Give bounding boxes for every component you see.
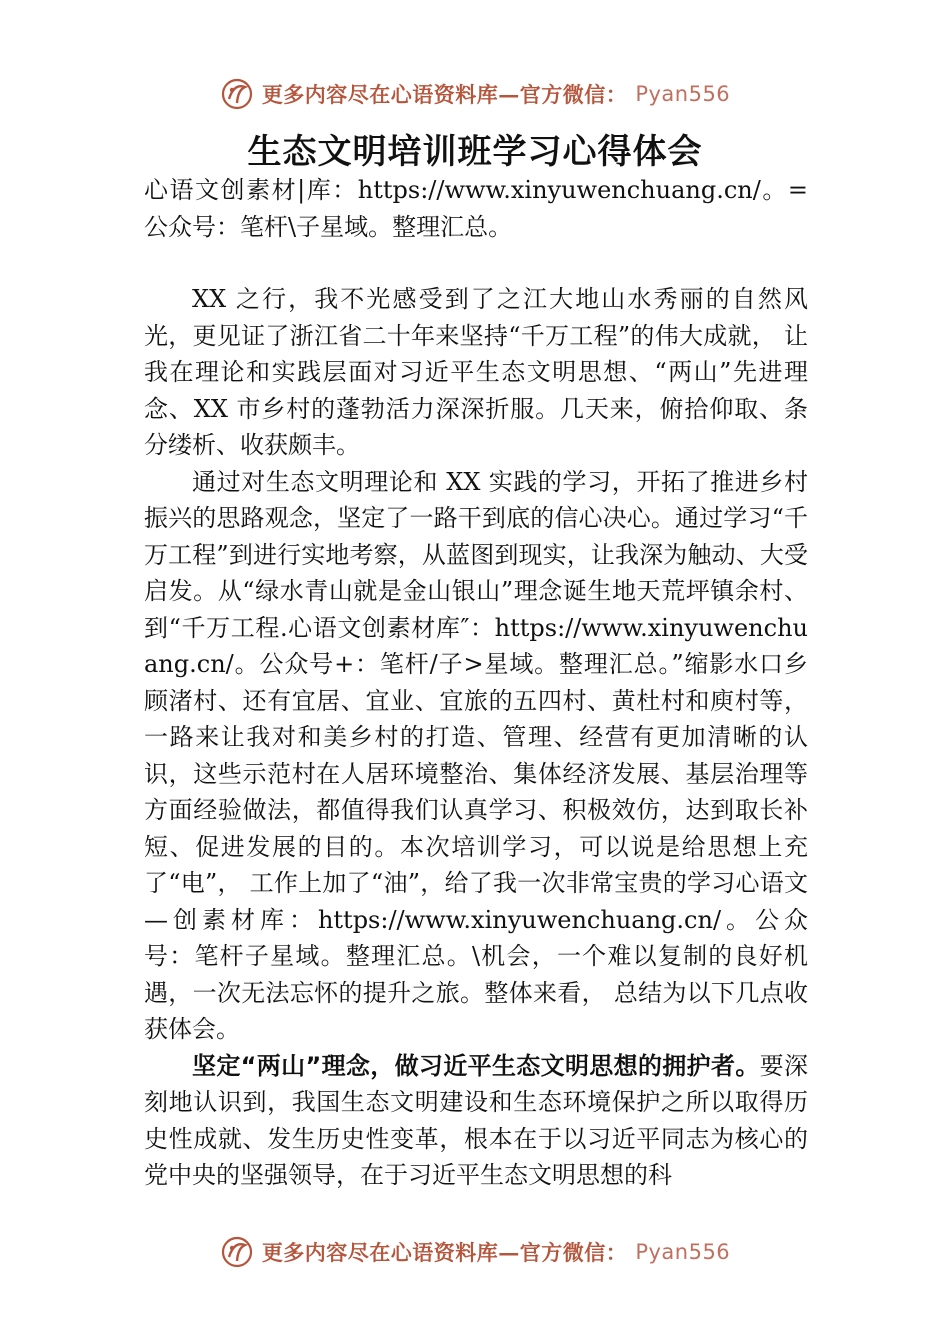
watermark-handle: Pyan556 [635, 1240, 731, 1264]
watermark-text: 更多内容尽在心语资料库—官方微信： [261, 1240, 628, 1265]
section-heading: 坚定“两山”理念，做习近平生态文明思想的拥护者。 [192, 1051, 760, 1080]
watermark-logo-icon [220, 1235, 254, 1269]
document-title: 生态文明培训班学习心得体会 [247, 132, 703, 172]
watermark-handle: Pyan556 [635, 82, 731, 106]
watermark-text: 更多内容尽在心语资料库—官方微信： [261, 82, 628, 107]
watermark-logo-icon [220, 77, 254, 111]
source-note: 心语文创素材|库：https://www.xinyuwenchuang.cn/。=公众号：笔杆\子星域。整理汇总。 [144, 176, 808, 241]
watermark-header [0, 72, 950, 116]
document-body [144, 172, 808, 1194]
paragraph-1: XX 之行，我不光感受到了之江大地山水秀丽的自然风光，更见证了浙江省二十年来坚持“千万工程”的伟大成就， 让我在理论和实践层面对习近平生态文明思想、“两山”先进理念、XX 市乡村的蓬勃活力深深折服。几天来，俯拾仰取、条分缕析、收获颇丰。 [144, 285, 808, 459]
paragraph-2: 通过对生态文明理论和 XX 实践的学习，开拓了推进乡村振兴的思路观念，坚定了一路干到底的信心决心。通过学习“千万工程”到进行实地考察，从蓝图到现实，让我深为触动、大受启发。从“绿水青山就是金山银山”理念诞生地天荒坪镇余村、到“千万工程.心语文创素材库″：https://www.xinyuwenchuang.cn/。公众号+：笔杆/子>星域。整理汇总。”缩影水口乡顾渚村、还有宜居、宜业、宜旅的五四村、黄杜村和庾村等，一路来让我对和美乡村的打造、管理、经营有更加清晰的认识，这些示范村在人居环境整治、集体经济发展、基层治理等方面经验做法，都值得我们认真学习、积极效仿，达到取长补短、促进发展的目的。本次培训学习，可以说是给思想上充了“电”， 工作上加了“油”，给了我一次非常宝贵的学习心语文—创素材库：https://www.xinyuwenchuang.cn/。公众号：笔杆子星域。整理汇总。\机会，一个难以复制的良好机遇，一次无法忘怀的提升之旅。整体来看， 总结为以下几点收获体会。 [144, 467, 808, 1043]
paragraph-3-body: 要深刻地认识到，我国生态文明建设和生态环境保护之所以取得历史性成就、发生历史性变革，根本在于以习近平同志为核心的党中央的坚强领导，在于习近平生态文明思想的科 [144, 1051, 809, 1189]
paragraph-3 [144, 1048, 808, 1194]
watermark-footer [0, 1230, 950, 1274]
